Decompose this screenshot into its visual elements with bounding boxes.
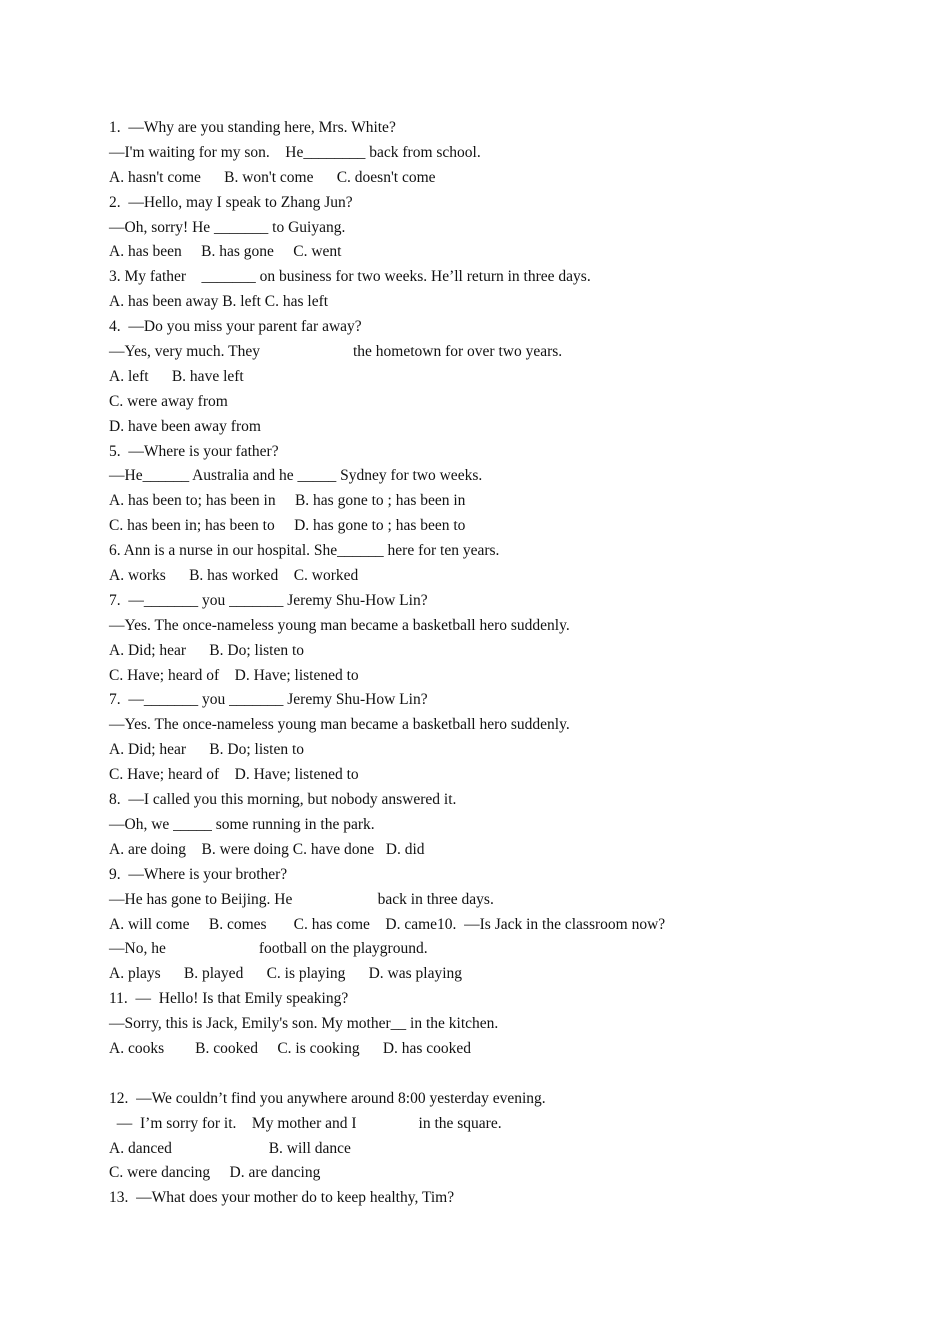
text-line: 6. Ann is a nurse in our hospital. She______ here for ten years. xyxy=(109,542,500,560)
text-line: C. Have; heard of D. Have; listened to xyxy=(109,766,359,784)
text-line: — I’m sorry for it. My mother and I in the square. xyxy=(109,1114,502,1132)
text-line: A. left B. have left xyxy=(109,367,244,385)
text-line: A. will come B. comes C. has come D. came10. —Is Jack in the classroom now? xyxy=(109,915,666,933)
text-line: A. cooks B. cooked C. is cooking D. has cooked xyxy=(109,1039,472,1057)
text-line: A. Did; hear B. Do; listen to xyxy=(109,641,305,659)
text-line: —I'm waiting for my son. He________ back from school. xyxy=(109,143,481,161)
text-line: A. has been to; has been in B. has gone to ; has been in xyxy=(109,492,466,510)
text-line: A. Did; hear B. Do; listen to xyxy=(109,741,305,759)
text-line: A. plays B. played C. is playing D. was playing xyxy=(109,965,463,983)
text-line: 5. —Where is your father? xyxy=(109,442,279,460)
text-line: A. works B. has worked C. worked xyxy=(109,567,359,585)
text-line: 8. —I called you this morning, but nobody answered it. xyxy=(109,791,457,809)
text-line: —He has gone to Beijing. He back in three days. xyxy=(109,890,494,908)
text-line: 7. —_______ you _______ Jeremy Shu-How Lin? xyxy=(109,691,428,709)
text-line: 7. —_______ you _______ Jeremy Shu-How Lin? xyxy=(109,591,428,609)
document-body xyxy=(109,116,909,1211)
text-line: —Sorry, this is Jack, Emily's son. My mother__ in the kitchen. xyxy=(109,1015,499,1033)
text-line xyxy=(109,1062,909,1087)
text-line: —Oh, we _____ some running in the park. xyxy=(109,815,375,833)
text-line: 3. My father _______ on business for two weeks. He’ll return in three days. xyxy=(109,268,591,286)
text-line: 12. —We couldn’t find you anywhere around 8:00 yesterday evening. xyxy=(109,1089,546,1107)
text-line: C. Have; heard of D. Have; listened to xyxy=(109,666,359,684)
text-line: A. are doing B. were doing C. have done D. did xyxy=(109,840,425,858)
text-line: —He______ Australia and he _____ Sydney for two weeks. xyxy=(109,467,483,485)
text-line: C. has been in; has been to D. has gone to ; has been to xyxy=(109,517,466,535)
text-line: A. hasn't come B. won't come C. doesn't come xyxy=(109,168,436,186)
text-line: —Yes, very much. They the hometown for over two years. xyxy=(109,343,563,361)
text-line: 13. —What does your mother do to keep healthy, Tim? xyxy=(109,1189,455,1207)
text-line: 4. —Do you miss your parent far away? xyxy=(109,318,362,336)
text-line: —No, he football on the playground. xyxy=(109,940,428,958)
text-line: 1. —Why are you standing here, Mrs. White? xyxy=(109,119,396,136)
text-line: 2. —Hello, may I speak to Zhang Jun? xyxy=(109,193,353,211)
text-line: C. were away from xyxy=(109,392,228,410)
text-line: A. danced B. will dance xyxy=(109,1139,351,1157)
text-line: D. have been away from xyxy=(109,417,261,435)
text-line: 9. —Where is your brother? xyxy=(109,865,288,883)
text-line: —Oh, sorry! He _______ to Guiyang. xyxy=(109,218,346,236)
text-line: —Yes. The once-nameless young man became a basketball hero suddenly. xyxy=(109,716,570,734)
text-line: A. has been B. has gone C. went xyxy=(109,243,342,261)
text-line: A. has been away B. left C. has left xyxy=(109,293,329,311)
text-line: C. were dancing D. are dancing xyxy=(109,1164,321,1182)
text-line: 11. — Hello! Is that Emily speaking? xyxy=(109,990,349,1008)
text-line: —Yes. The once-nameless young man became a basketball hero suddenly. xyxy=(109,616,570,634)
